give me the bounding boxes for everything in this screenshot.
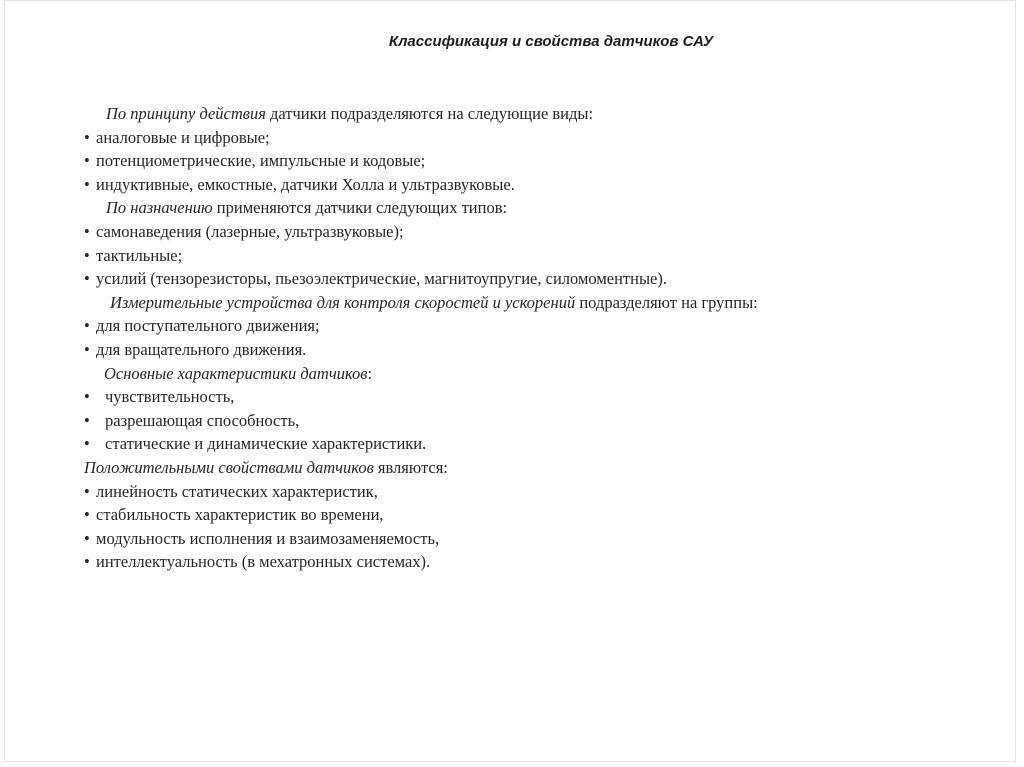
slide-body <box>84 102 984 574</box>
section2-lead <box>84 196 984 220</box>
list-item: • линейность статических характеристик, <box>84 480 984 504</box>
list-item: • чувствительность, <box>84 385 984 409</box>
slide-title: Классификация и свойства датчиков САУ <box>388 33 714 50</box>
bullet-icon: • <box>84 221 90 241</box>
section1-lead-italic: По принципу действия <box>106 104 266 123</box>
list-item: • усилий (тензорезисторы, пьезоэлектрические, магнитоупругие, силомоментные). <box>84 267 984 291</box>
bullet-icon: • <box>84 269 90 289</box>
list-item: • индуктивные, емкостные, датчики Холла и ультразвуковые. <box>84 173 984 197</box>
section3-lead-italic: Измерительные устройства для контроля скоростей и ускорений <box>110 292 576 312</box>
bullet-icon: • <box>84 245 90 265</box>
list-item: • аналоговые и цифровые; <box>84 126 984 150</box>
list-item: • для вращательного движения. <box>84 338 984 362</box>
section3-lead-rest: подразделяют на группы: <box>575 292 758 312</box>
list-item: • статические и динамические характеристики. <box>84 432 984 456</box>
bullet-icon: • <box>84 151 90 171</box>
section4-lead-rest: : <box>367 363 373 383</box>
list-item: • тактильные; <box>84 244 984 268</box>
section2-lead-italic: По назначению <box>106 198 213 218</box>
section5-lead <box>84 456 984 480</box>
section4-lead <box>84 362 984 386</box>
section1-lead-rest: датчики подразделяются на следующие виды: <box>265 104 594 123</box>
section3-lead <box>84 291 984 315</box>
list-item: • разрешающая способность, <box>84 409 984 433</box>
bullet-icon: • <box>84 528 90 548</box>
bullet-icon: • <box>84 410 90 430</box>
bullet-icon: • <box>84 552 90 572</box>
list-item: • стабильность характеристик во времени, <box>84 503 984 527</box>
bullet-icon: • <box>84 387 90 407</box>
list-item: • интеллектуальность (в мехатронных системах). <box>84 550 984 574</box>
list-item: • потенциометрические, импульсные и кодовые; <box>84 149 984 173</box>
list-item: • для поступательного движения; <box>84 314 984 338</box>
section5-lead-rest: являются: <box>373 457 448 477</box>
bullet-icon: • <box>84 127 90 147</box>
bullet-icon: • <box>84 339 90 359</box>
section2-lead-rest: применяются датчики следующих типов: <box>212 198 508 218</box>
bullet-icon: • <box>84 505 90 525</box>
bullet-icon: • <box>84 434 90 454</box>
bullet-icon: • <box>84 316 90 336</box>
list-item: • модульность исполнения и взаимозаменяемость, <box>84 527 984 551</box>
section5-lead-italic: Положительными свойствами датчиков <box>84 457 374 477</box>
section1-lead <box>84 102 984 126</box>
bullet-icon: • <box>84 174 90 194</box>
list-item: • самонаведения (лазерные, ультразвуковые); <box>84 220 984 244</box>
section4-lead-italic: Основные характеристики датчиков <box>104 363 368 383</box>
bullet-icon: • <box>84 481 90 501</box>
